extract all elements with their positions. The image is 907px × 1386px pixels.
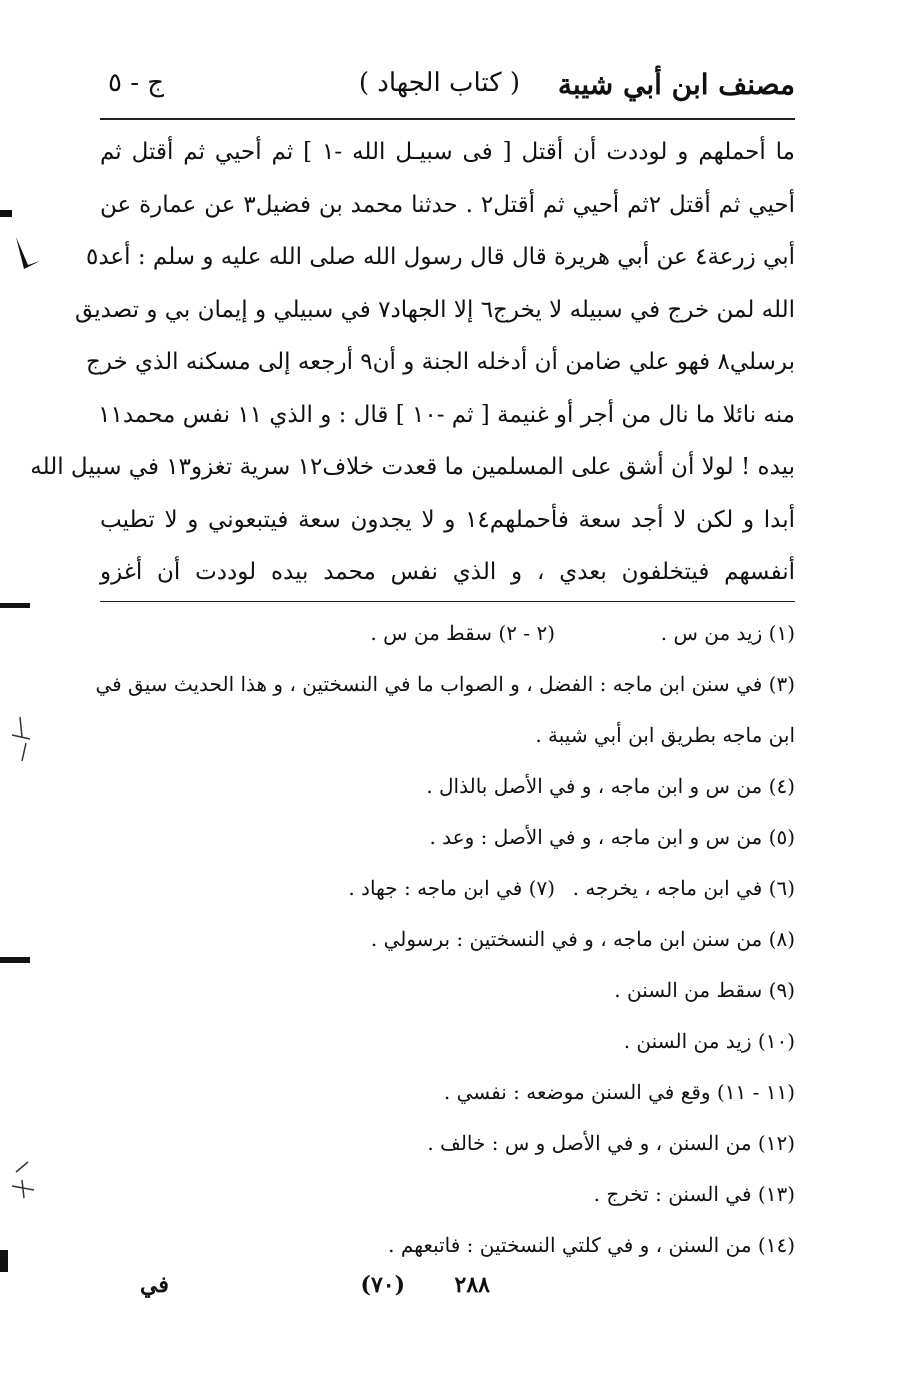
text-line: أنفسهم فيتخلفون بعدي ، و الذي نفس محمد بيده لوددت أن أغزو	[100, 559, 795, 585]
footnote-3: (٣) في سنن ابن ماجه : الفضل ، و الصواب ما في النسختين ، و هذا الحديث سيق في	[95, 672, 795, 696]
scan-mark	[0, 1250, 8, 1272]
footnote-10: (١٠) زيد من السنن .	[623, 1029, 795, 1053]
page-header	[100, 64, 795, 110]
scan-mark	[0, 957, 30, 963]
footnotes	[95, 608, 795, 1271]
scan-mark	[8, 715, 38, 765]
text-line: بيده ! لولا أن أشق على المسلمين ما قعدت خلاف١٢ سرية تغزو١٣ في سبيل الله	[30, 454, 795, 480]
text-line: الله لمن خرج في سبيله لا يخرج٦ إلا الجهاد٧ في سبيلي و إيمان بي و تصديق	[75, 296, 795, 323]
text-line: برسلي٨ فهو علي ضامن أن أدخله الجنة و أن٩ أرجعه إلى مسكنه الذي خرج	[85, 349, 795, 375]
footnote-5: (٥) من س و ابن ماجه ، و في الأصل : وعد .	[429, 825, 795, 849]
footnote-3-cont	[100, 710, 795, 761]
footnote-14: (١٤) من السنن ، و في كلتي النسختين : فاتبعهم .	[388, 1233, 795, 1257]
text-line: منه نائلا ما نال من أجر أو غنيمة [ ثم -١٠ ] قال : و الذي ١١ نفس محمد١١	[98, 401, 795, 428]
footnote-13: (١٣) في السنن : تخرج .	[593, 1182, 795, 1206]
footnote-1: (١) زيد من س .	[660, 621, 795, 645]
footnote-11: (١١ - ١١) وقع في السنن موضعه : نفسي .	[443, 1080, 795, 1104]
footnote-7: (٧) في ابن ماجه : جهاد .	[348, 876, 555, 900]
scan-mark	[8, 1160, 38, 1200]
catchword: في	[140, 1272, 169, 1298]
header-rule	[100, 118, 795, 120]
footnote	[100, 608, 795, 659]
footnote-12: (١٢) من السنن ، و في الأصل و س : خالف .	[427, 1131, 795, 1155]
text-line: ما أحملهم و لوددت أن أقتل [ فى سبيـل الله -١ ] ثم أحيي ثم أقتل ثم	[100, 139, 795, 165]
footnote-8: (٨) من سنن ابن ماجه ، و في النسختين : برسولي .	[370, 927, 795, 951]
footnote-3-continuation: ابن ماجه بطريق ابن أبي شيبة .	[535, 723, 795, 747]
header-volume: ج - ٥	[108, 68, 165, 98]
signature-number: (٧٠)	[360, 1272, 405, 1298]
header-book-name: ( كتاب الجهاد )	[358, 68, 520, 98]
footnote	[100, 863, 795, 914]
text-line: أبي زرعة٤ عن أبي هريرة قال قال رسول الله صلى الله عليه و سلم : أعد٥	[85, 244, 795, 270]
footnote-6: (٦) في ابن ماجه ، يخرجه .	[572, 876, 795, 900]
text-line: أبدا و لكن لا أجد سعة فأحملهم١٤ و لا يجدون سعة فيتبعوني و لا تطيب	[100, 506, 795, 533]
scan-mark	[0, 210, 12, 217]
page-number: ٢٨٨	[454, 1272, 490, 1298]
main-text	[30, 126, 795, 599]
scan-mark	[10, 235, 44, 275]
scan-mark	[0, 603, 30, 608]
page-footer	[100, 1272, 795, 1312]
header-title: مصنف ابن أبي شيبة	[557, 68, 795, 101]
footnote-2: (٢ - ٢) سقط من س .	[370, 621, 555, 645]
text-line: أحيي ثم أقتل ٢ثم أحيي ثم أقتل٢ . حدثنا محمد بن فضيل٣ عن عمارة عن	[100, 191, 795, 218]
footnote-9: (٩) سقط من السنن .	[614, 978, 795, 1002]
footnote-4: (٤) من س و ابن ماجه ، و في الأصل بالذال .	[426, 774, 795, 798]
footnote-rule	[100, 601, 795, 602]
